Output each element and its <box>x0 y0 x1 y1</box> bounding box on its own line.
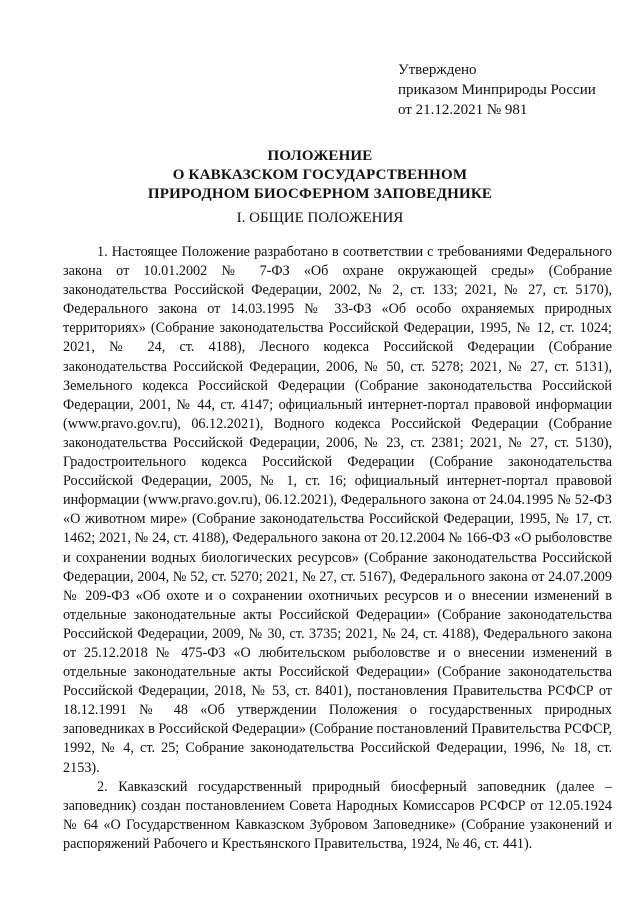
section-heading: I. ОБЩИЕ ПОЛОЖЕНИЯ <box>236 210 404 226</box>
title-line-3: ПРИРОДНОМ БИОСФЕРНОМ ЗАПОВЕДНИКЕ <box>147 186 493 202</box>
approval-line-approved: Утверждено <box>398 62 477 78</box>
approval-line-order: приказом Минприроды России <box>398 82 596 98</box>
approval-line-date: от 21.12.2021 № 981 <box>398 102 528 118</box>
document-title <box>0 147 640 204</box>
paragraph-1: 1. Настоящее Положение разработано в соответствии с требованиями Федерального закона от 10.01.2002 № 7-ФЗ «Об охране окружающей среды» (Собрание законодательства Российской Федерации, 2002, № 2, ст. 133; 2021, № 27, ст. 5170), Федерального закона от 14.03.1995 № 33-ФЗ «Об особо охраняемых природных территориях» (Собрание законодательства Российской Федерации, 1995, № 12, ст. 1024; 2021, № 24, ст. 4188), Лесного кодекса Российской Федерации (Собрание законодательства Российской Федерации, 2006, № 50, ст. 5278; 2021, № 27, ст. 5131), Земельного кодекса Российской Федерации (Собрание законодательства Российской Федерации, 2001, № 44, ст. 4147; официальный интернет-портал правовой информации (www.pravo.gov.ru), 06.12.2021), Водного кодекса Российской Федерации (Собрание законодательства Российской Федерации, 2006, № 23, ст. 2381; 2021, № 27, ст. 5130), Градостроительного кодекса Российской Федерации (Собрание законодательства Российской Федерации, 2005, № 1, ст. 16; официальный интернет-портал правовой информации (www.pravo.gov.ru), 06.12.2021), Федерального закона от 24.04.1995 № 52-ФЗ «О животном мире» (Собрание законодательства Российской Федерации, 1995, № 17, ст. 1462; 2021, № 24, ст. 4188), Федерального закона от 20.12.2004 № 166-ФЗ «О рыболовстве и сохранении водных биологических ресурсов» (Собрание законодательства Российской Федерации, 2004, № 52, ст. 5270; 2021, № 27, ст. 5167), Федерального закона от 24.07.2009 № 209-ФЗ «Об охоте и о сохранении охотничьих ресурсов и о внесении изменений в отдельные законодательные акты Российской Федерации» (Собрание законодательства Российской Федерации, 2009, № 30, ст. 3735; 2021, № 24, ст. 4188), Федерального закона от 25.12.2018 № 475-ФЗ «О любительском рыболовстве и о внесении изменений в отдельные законодательные акты Российской Федерации» (Собрание законодательства Российской Федерации, 2018, № 53, ст. 8401), постановления Правительства РСФСР от 18.12.1991 № 48 «Об утверждении Положения о государственных природных заповедниках в Российской Федерации» (Собрание постановлений Правительства РСФСР, 1992, № 4, ст. 25; Собрание законодательства Российской Федерации, 1996, № 18, ст. 2153). <box>63 244 613 776</box>
document-body <box>63 243 612 854</box>
approval-stamp <box>398 60 618 120</box>
title-line-2: О КАВКАЗСКОМ ГОСУДАРСТВЕННОМ <box>172 167 468 183</box>
title-line-1: ПОЛОЖЕНИЕ <box>267 148 373 164</box>
paragraph-2: 2. Кавказский государственный природный биосферный заповедник (далее – заповедник) создан постановлением Совета Народных Комиссаров РСФСР от 12.05.1924 № 64 «О Государственном Кавказском Зубровом Заповеднике» (Собрание узаконений и распоряжений Рабочего и Крестьянского Правительства, 1924, № 46, ст. 441). <box>63 778 612 852</box>
